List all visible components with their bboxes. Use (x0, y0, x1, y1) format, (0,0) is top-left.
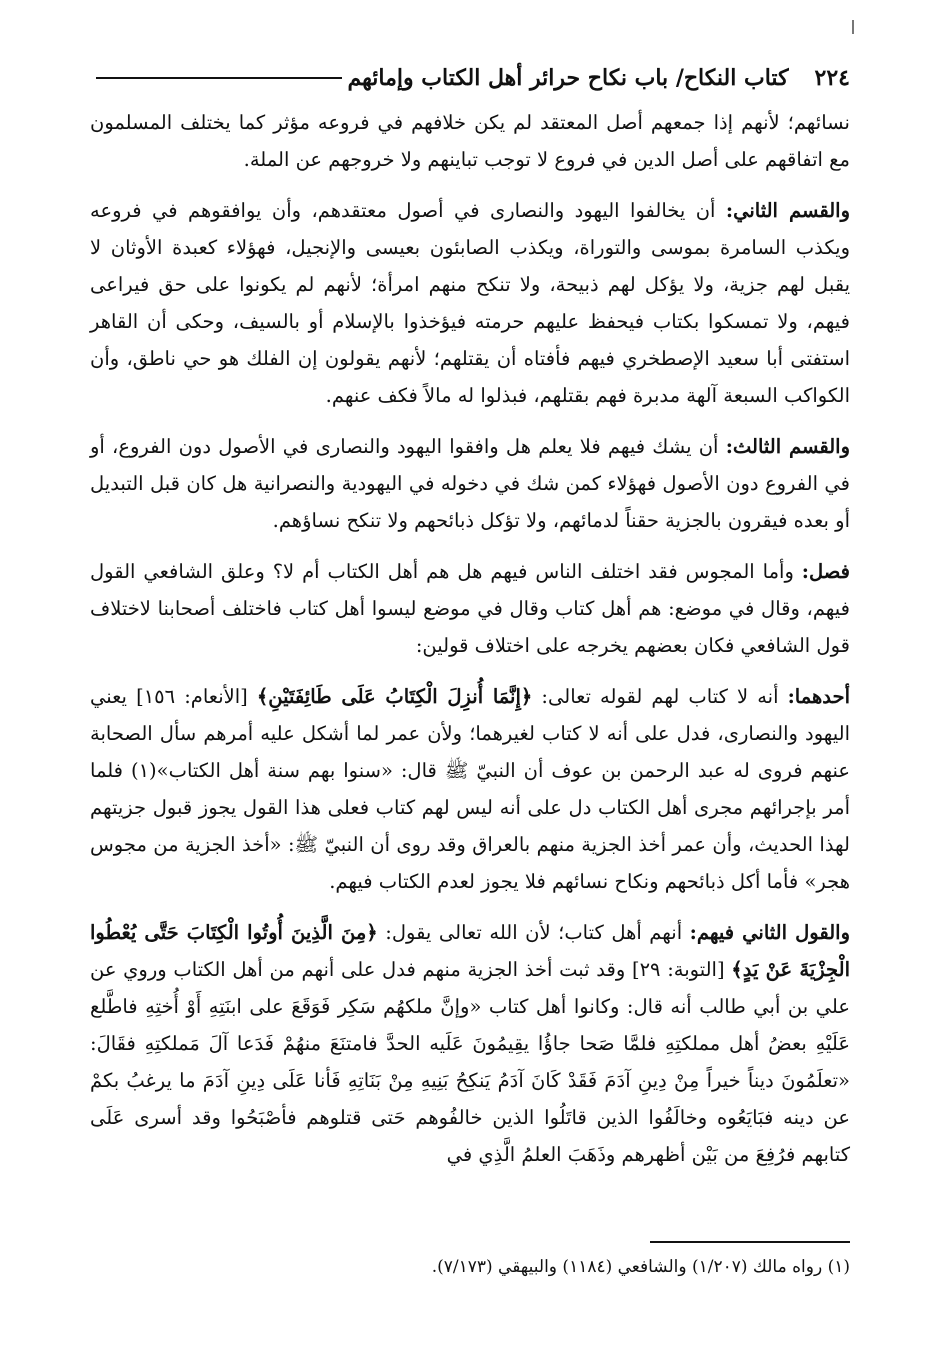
header-rule (96, 77, 342, 79)
body-text (90, 104, 850, 1173)
paragraph-text: وأما المجوس فقد اختلف الناس فيهم هل هم أهل الكتاب أم لا؟ وعلق الشافعي القول فيهم، وقال في موضع: هم أهل كتاب وقال في موضع ليسوا أهل كتاب فاختلف أصحابنا لاختلاف قول الشافعي فكان بعضهم يخرجه على اختلاف قولين: (90, 560, 850, 657)
running-header (90, 58, 850, 98)
paragraph-lead: أحدهما: (787, 685, 851, 708)
paragraph-3 (90, 428, 850, 539)
paragraph-6 (90, 914, 850, 1173)
paragraph-lead: والقسم الثاني: (725, 199, 850, 222)
document-page (90, 58, 850, 1348)
paragraph-text: أنه لا كتاب لهم لقوله تعالى: (532, 685, 788, 708)
paragraph-2 (90, 192, 850, 414)
paragraph-1 (90, 104, 850, 178)
quran-quote: ﴿إِنَّمَا أُنزِلَ الْكِتَابُ عَلَى طَائِفَتَيْنِ﴾ (256, 685, 533, 708)
paragraph-text: أن يخالفوا اليهود والنصارى في أصول معتقدهم، وأن يوافقوهم في فروعه ويكذب السامرة بموسى والتوراة، ويكذب الصابئون بعيسى والإنجيل، فهؤلاء كعبدة الأوثان لا يقبل لهم جزية، ولا يؤكل لهم ذبيحة، ولا تنكح منهم امرأة؛ لأنهم لم يكونوا على حق فيراعى فيهم، ولا تمسكوا بكتاب فيحفظ عليهم حرمته فيؤخذوا بالإسلام أو بالسيف، وحكى أن القاهر استفتى أبا سعيد الإصطخري فيهم فأفتاه أن يقتلهم؛ لأنهم يقولون إن الفلك هو حي ناطق، وأن الكواكب السبعة آلهة مدبرة فهم بقتلهم، فبذلوا له مالاً فكف عنهم. (90, 199, 850, 407)
paragraph-5 (90, 678, 850, 900)
paragraph-text: أنهم أهل كتاب؛ لأن الله تعالى يقول: (377, 921, 690, 944)
paragraph-lead: والقسم الثالث: (725, 435, 850, 458)
margin-mark (852, 20, 854, 34)
paragraph-4 (90, 553, 850, 664)
paragraph-lead: فصل: (801, 560, 850, 583)
paragraph-text: [الأنعام: ١٥٦] يعني اليهود والنصارى، فدل على أنه لا كتاب لغيرهما؛ ولأن عمر لما أشكل عليه أمرهم سأل الصحابة عنهم فروى له عبد الرحمن بن عوف أن النبيّ ﷺ قال: «سنوا بهم سنة أهل الكتاب»(١) فلما أمر بإجرائهم مجرى أهل الكتاب دل على أنه ليس لهم كتاب فعلى هذا القول يجوز قبول جزيتهم لهذا الحديث، وأن عمر أخذ الجزية منهم بالعراق وقد روى أن النبيّ ﷺ: «أخذ الجزية من مجوس هجر» فأما أكل ذبائحهم ونكاح نسائهم فلا يجوز لعدم الكتاب فيهم. (90, 685, 850, 893)
paragraph-lead: والقول الثاني فيهم: (689, 921, 850, 944)
footnote-rule (650, 1241, 850, 1243)
paragraph-text: نسائهم؛ لأنهم إذا جمعهم أصل المعتقد لم يكن خلافهم في فروعه مؤثر كما يختلف المسلمون مع اتفاقهم على أصل الدين في فروع لا توجب تباينهم ولا خروجهم عن الملة. (90, 111, 850, 171)
page-number: ٢٢٤ (814, 65, 850, 91)
quran-quote: ﴿مِنَ الَّذِينَ أُوتُوا الْكِتَابَ حَتَّى يُعْطُوا الْجِزْيَةَ عَنْ يَدٍ﴾ (90, 921, 850, 981)
running-title: كتاب النكاح/ باب نكاح حرائر أهل الكتاب وإمائهم (347, 65, 789, 91)
footnote: (١) رواه مالك (١/٢٠٧) والشافعي (١١٨٤) والبيهقي (٧/١٧٣). (431, 1257, 850, 1277)
paragraph-text: [التوبة: ٢٩] وقد ثبت أخذ الجزية منهم فدل على أنهم من أهل الكتاب وروي عن علي بن أبي طالب أنه قال: وكانوا أهل كتاب «وإنَّ ملكهُم سَكِر فَوَقَعَ على ابنَتِهِ أَوْ أُختِهِ فاطَّلع عَلَيْهِ بعضُ أهل مملكتِهِ فلمَّا صَحا جاؤُا يقِيمُونَ عَلَيه الحدَّ فامتنَعَ منهُمْ فَدَعا آلَ مَملكتِهِ فقَالَ: «تعلَمُونَ ديناً خيراً مِنْ دِينِ آدَمَ فَقَدْ كَانَ آدَمُ يَنكِحُ بَنِيهِ مِنْ بَنَاتِهِ فَأنا عَلَى دِينِ آدَمَ ما يرغبُ بكمْ عن دينه فبَايَعُوه وخالَفُوا الذين قاتَلُوا الذين خالفُوهم حَتى قتلوهم فأصْبَحُوا وقد أسرى عَلَى كتابهم فرُفِعَ من بَيْن أظهرهم وذَهَبَ العلمُ الَّذِي في (90, 958, 850, 1166)
paragraph-text: أن يشك فيهم فلا يعلم هل وافقوا اليهود والنصارى في الأصول دون الفروع، أو في الفروع دون الأصول فهؤلاء كمن شك في دخوله في اليهودية والنصرانية هل كان قبل التبديل أو بعده فيقرون بالجزية حقناً لدمائهم، ولا تؤكل ذبائحهم ولا تنكح نساؤهم. (90, 435, 850, 532)
